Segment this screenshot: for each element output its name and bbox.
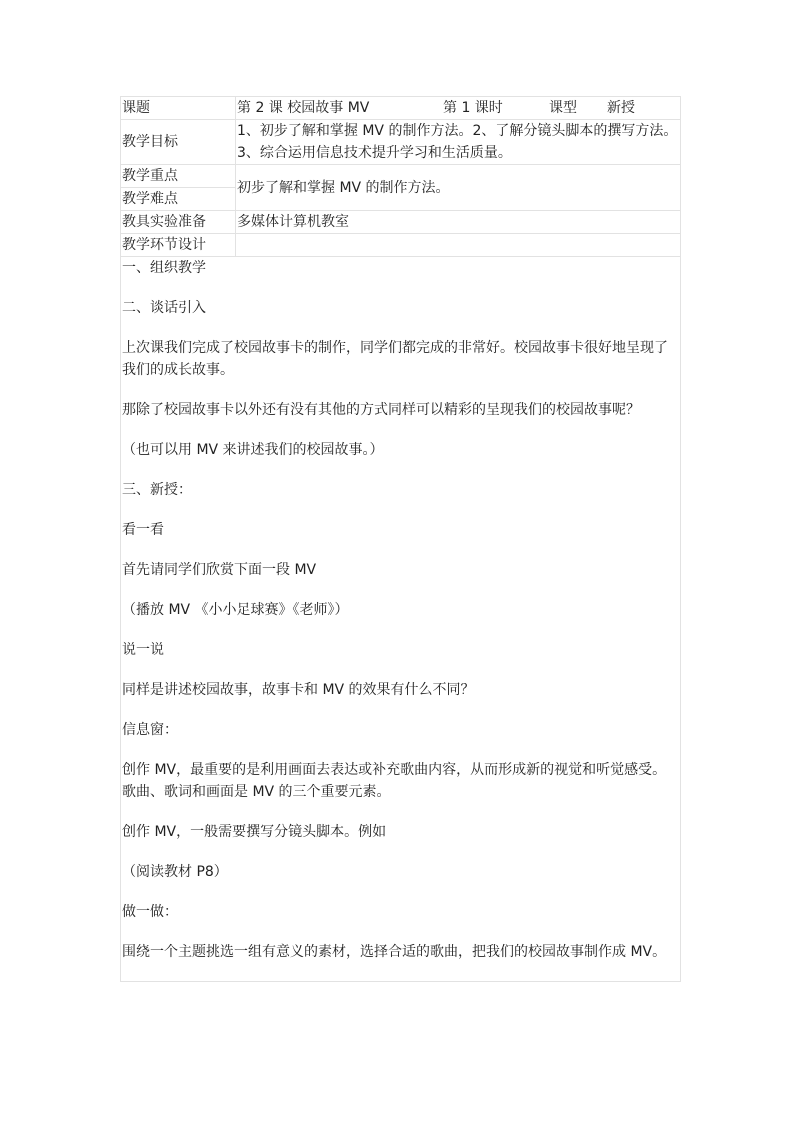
body-paragraph: 创作 MV，一般需要撰写分镜头脚本。例如 (122, 824, 387, 840)
body-paragraph: （也可以用 MV 来讲述我们的校园故事。） (122, 442, 384, 458)
body-paragraph: 首先请同学们欣赏下面一段 MV (122, 562, 317, 578)
body-paragraph: 二、谈话引入 (122, 300, 206, 316)
label-objectives: 教学目标 (121, 120, 236, 165)
body-paragraph: 三、新授： (122, 482, 192, 498)
row-objectives (121, 120, 681, 165)
body-paragraph: 做一做： (122, 904, 178, 920)
body-paragraph: 那除了校园故事卡以外还有没有其他的方式同样可以精彩的呈现我们的校园故事呢？ (122, 402, 640, 418)
body-paragraph: （播放 MV 《小小足球赛》《老师》） (122, 602, 349, 618)
objectives-text: 1、初步了解和掌握 MV 的制作方法。2、了解分镜头脚本的撰写方法。3、综合运用信息技术提升学习和生活质量。 (236, 120, 681, 165)
body-paragraph: 围绕一个主题挑选一组有意义的素材，选择合适的歌曲，把我们的校园故事制作成 MV。 (122, 944, 667, 960)
design-empty-cell (236, 234, 681, 257)
lesson-name: 第 2 课 校园故事 MV (237, 100, 370, 116)
body-paragraph: 同样是讲述校园故事，故事卡和 MV 的效果有什么不同？ (122, 682, 475, 698)
label-difficult-points: 教学难点 (121, 188, 236, 211)
label-key-points: 教学重点 (121, 165, 236, 188)
lesson-type-label: 课型 (549, 100, 577, 116)
lesson-type-value: 新授 (607, 100, 635, 116)
body-paragraph: 创作 MV，最重要的是利用画面去表达或补充歌曲内容，从而形成新的视觉和听觉感受。歌曲、歌词和画面是 MV 的三个重要元素。 (122, 762, 667, 800)
materials-text: 多媒体计算机教室 (236, 211, 681, 234)
body-paragraph: 看一看 (122, 522, 164, 538)
label-design: 教学环节设计 (121, 234, 236, 257)
lesson-period: 第 1 课时 (443, 100, 503, 116)
lesson-plan-table (120, 96, 681, 982)
label-topic: 课题 (121, 97, 236, 120)
lesson-plan-document (120, 96, 680, 982)
body-paragraph: 一、组织教学 (122, 260, 206, 276)
body-paragraph: 上次课我们完成了校园故事卡的制作，同学们都完成的非常好。校园故事卡很好地呈现了我们的成长故事。 (122, 340, 668, 378)
row-materials (121, 211, 681, 234)
row-design-label (121, 234, 681, 257)
key-points-text: 初步了解和掌握 MV 的制作方法。 (236, 165, 681, 211)
row-body (121, 257, 681, 982)
body-paragraph: （阅读教材 P8） (122, 864, 228, 880)
lesson-body (121, 257, 681, 982)
row-title (121, 97, 681, 120)
row-key-points (121, 165, 681, 188)
body-paragraph: 信息窗： (122, 722, 178, 738)
label-materials: 教具实验准备 (121, 211, 236, 234)
title-cell (236, 97, 681, 120)
body-paragraph: 说一说 (122, 642, 164, 658)
